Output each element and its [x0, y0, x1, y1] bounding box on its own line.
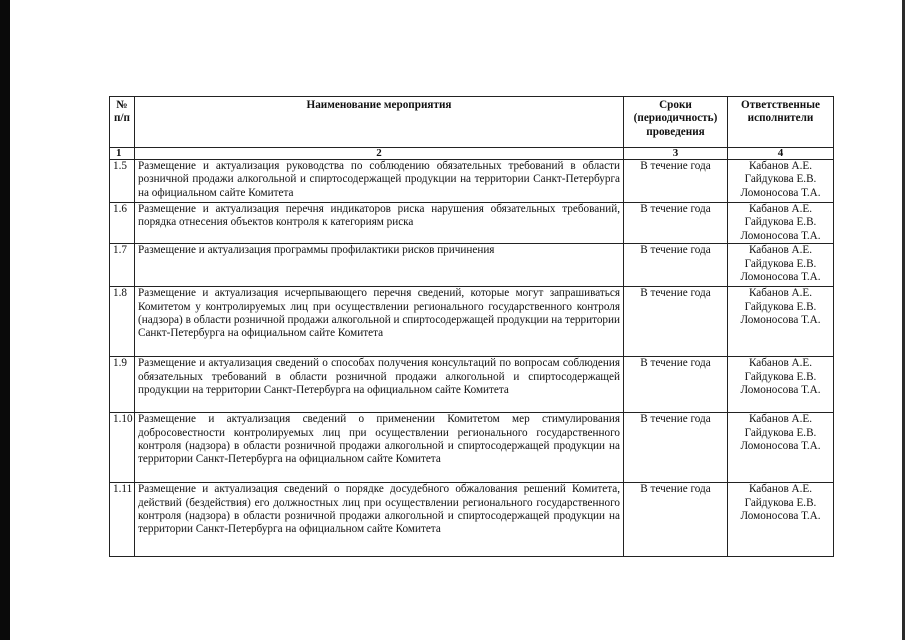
- executors: [728, 160, 834, 203]
- column-number: 1: [110, 148, 135, 160]
- activity-name: Размещение и актуализация исчерпывающего перечня сведений, которые могут запрашиваться Комитетом у контролируемых лиц при осуществлении регионального государственного контроля (надзора) в области розничной продажи алкогольной и спиртосодержащей продукции на территории Санкт-Петербурга на официальном сайте Комитета: [135, 287, 624, 357]
- row-number: 1.10: [110, 413, 135, 483]
- term: В течение года: [624, 287, 728, 357]
- executor-name: Ломоносова Т.А.: [740, 510, 821, 523]
- activity-name: Размещение и актуализация сведений о способах получения консультаций по вопросам соблюдения обязательных требований в области розничной продажи алкогольной и спиртосодержащей продукции на территории Санкт-Петербурга на официальном сайте Комитета: [135, 357, 624, 413]
- executors: [728, 244, 834, 287]
- row-number: 1.11: [110, 483, 135, 557]
- activity-name: Размещение и актуализация руководства по соблюдению обязательных требований в области розничной продажи алкогольной и спиртосодержащей продукции на территории Санкт-Петербурга на официальном сайте Комитета: [135, 160, 624, 203]
- executor-name: Ломоносова Т.А.: [740, 229, 821, 242]
- row-number: 1.9: [110, 357, 135, 413]
- header-name: Наименование мероприятия: [135, 97, 624, 148]
- executor-name: Гайдукова Е.В.: [744, 173, 817, 186]
- executor-name: Гайдукова Е.В.: [744, 426, 817, 439]
- executors: [728, 287, 834, 357]
- executor-name: Кабанов А.Е.: [748, 160, 813, 172]
- executors: [728, 483, 834, 557]
- executor-name: Кабанов А.Е.: [748, 413, 813, 426]
- header-term: Сроки (периодичность) проведения: [624, 97, 728, 148]
- executors: [728, 203, 834, 244]
- column-number: 3: [624, 148, 728, 160]
- table-row: [110, 160, 834, 203]
- table-row: [110, 287, 834, 357]
- executor-name: Кабанов А.Е.: [748, 483, 813, 496]
- activity-name: Размещение и актуализация перечня индикаторов риска нарушения обязательных требований, порядка отнесения объектов контроля к категориям риска: [135, 203, 624, 244]
- table-body: [110, 160, 834, 557]
- executor-name: Кабанов А.Е.: [748, 244, 813, 257]
- term: В течение года: [624, 160, 728, 203]
- executor-name: Ломоносова Т.А.: [740, 384, 821, 397]
- executor-name: Кабанов А.Е.: [748, 287, 813, 300]
- executor-name: Ломоносова Т.А.: [740, 186, 821, 199]
- executors: [728, 357, 834, 413]
- executor-name: Гайдукова Е.В.: [744, 370, 817, 383]
- header-exec: Ответственные исполнители: [728, 97, 834, 148]
- executor-name: Ломоносова Т.А.: [740, 271, 821, 284]
- term: В течение года: [624, 413, 728, 483]
- column-number: 2: [135, 148, 624, 160]
- row-number: 1.6: [110, 203, 135, 244]
- table-row: [110, 483, 834, 557]
- executor-name: Гайдукова Е.В.: [744, 216, 817, 229]
- executor-name: Кабанов А.Е.: [748, 357, 813, 370]
- executor-name: Гайдукова Е.В.: [744, 257, 817, 270]
- executor-name: Кабанов А.Е.: [748, 203, 813, 215]
- activities-table: [109, 96, 834, 557]
- executor-name: Ломоносова Т.А.: [740, 440, 821, 453]
- table-row: [110, 203, 834, 244]
- executor-name: Гайдукова Е.В.: [744, 300, 817, 313]
- activity-name: Размещение и актуализация сведений о порядке досудебного обжалования решений Комитета, действий (бездействия) его должностных лиц при осуществлении регионального государственного контроля (надзора) в области розничной продажи алкогольной и спиртосодержащей продукции на территории Санкт-Петербурга на официальном сайте Комитета: [135, 483, 624, 557]
- scan-edge-left: [0, 0, 10, 640]
- term: В течение года: [624, 357, 728, 413]
- column-number: 4: [728, 148, 834, 160]
- header-num: № п/п: [110, 97, 135, 148]
- activity-name: Размещение и актуализация программы профилактики рисков причинения: [135, 244, 624, 287]
- term: В течение года: [624, 203, 728, 244]
- table-row: [110, 244, 834, 287]
- row-number: 1.8: [110, 287, 135, 357]
- table-row: [110, 357, 834, 413]
- executor-name: Ломоносова Т.А.: [740, 314, 821, 327]
- executor-name: Гайдукова Е.В.: [744, 496, 817, 509]
- column-number-row: [110, 148, 834, 160]
- executors: [728, 413, 834, 483]
- term: В течение года: [624, 244, 728, 287]
- activity-name: Размещение и актуализация сведений о применении Комитетом мер стимулирования добросовестности контролируемых лиц при осуществлении регионального государственного контроля (надзора) в области розничной продажи алкогольной и спиртосодержащей продукции на территории Санкт-Петербурга на официальном сайте Комитета: [135, 413, 624, 483]
- header-row: [110, 97, 834, 148]
- row-number: 1.7: [110, 244, 135, 287]
- term: В течение года: [624, 483, 728, 557]
- row-number: 1.5: [110, 160, 135, 203]
- table-row: [110, 413, 834, 483]
